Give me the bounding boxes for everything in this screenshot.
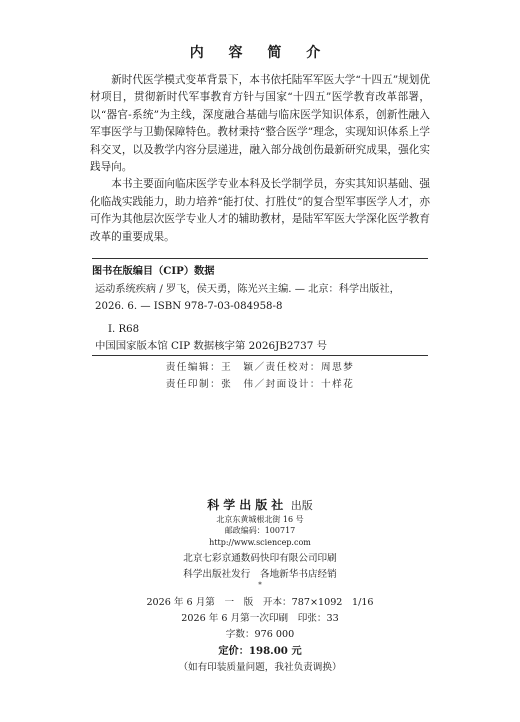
publisher-website: http://www.sciencep.com — [209, 538, 311, 547]
cip-line-2: 2026. 6. — ISBN 978-7-03-084958-8 — [95, 301, 283, 312]
intro-paragraph-2: 本书主要面向临床医学专业本科及长学制学员，夯实其知识基础、强化临战实践能力，助力培养“能打仗、打胜仗”的复合型军事医学人才，亦可作为其他层次医学专业人才的辅助教材，是陆军军医大学深化医学教育改革的重要成果。 — [90, 178, 430, 243]
cip-bottom-rule — [92, 355, 428, 356]
quality-notice: （如有印装质量问题，我社负责调换） — [178, 662, 342, 673]
credits-line-1: 责任编辑：王 颖／责任校对：周思梦 — [165, 362, 355, 373]
publisher-logo: 科学出版社 — [207, 498, 288, 512]
intro-paragraph-1: 新时代医学模式变革背景下，本书依托陆军军医大学“十四五”规划优材项目，贯彻新时代军事教育方针与国家“十四五”医学教育改革部署，以“器官-系统”为主线，深度融合基础与临床医学知识体系，创新性融入军事医学与卫勤保障特色。教材秉持“整合医学”理念，实现知识体系上学科交叉，以及教学内容分层递进，融入部分战创伤最新研究成果，强化实践导向。 — [90, 74, 430, 174]
publisher-row — [0, 496, 520, 513]
cip-classification: Ⅰ. R68 — [108, 324, 140, 335]
cip-line-1: 运动系统疾病 / 罗飞，侯天勇，陈光兴主编. — 北京：科学出版社， — [95, 284, 400, 295]
cip-header: 图书在版编目（CIP）数据 — [92, 265, 215, 277]
price: 定价：198.00 元 — [218, 645, 302, 657]
publisher-address: 北京东黄城根北街 16 号 — [216, 515, 304, 524]
distribution: 科学出版社发行 各地新华书店经销 — [183, 569, 337, 580]
word-count: 字数：976 000 — [225, 629, 295, 640]
credits-line-2: 责任印制：张 伟／封面设计：十样花 — [165, 379, 355, 390]
separator-star: * — [258, 581, 262, 589]
printer: 北京七彩京通数码快印有限公司印刷 — [183, 553, 337, 564]
page-title: 内 容 简 介 — [189, 45, 331, 61]
edition-info: 2026 年 6 月第 一 版 开本：787×1092 1/16 — [146, 597, 374, 608]
cip-record-number: 中国国家版本馆 CIP 数据核字第 2026JB2737 号 — [95, 340, 328, 352]
publisher-suffix: 出版 — [290, 499, 313, 512]
cip-top-rule — [92, 258, 428, 259]
impression-info: 2026 年 6 月第一次印刷 印张：33 — [181, 613, 339, 624]
content-introduction — [90, 72, 430, 246]
publisher-postcode: 邮政编码：100717 — [224, 526, 296, 535]
